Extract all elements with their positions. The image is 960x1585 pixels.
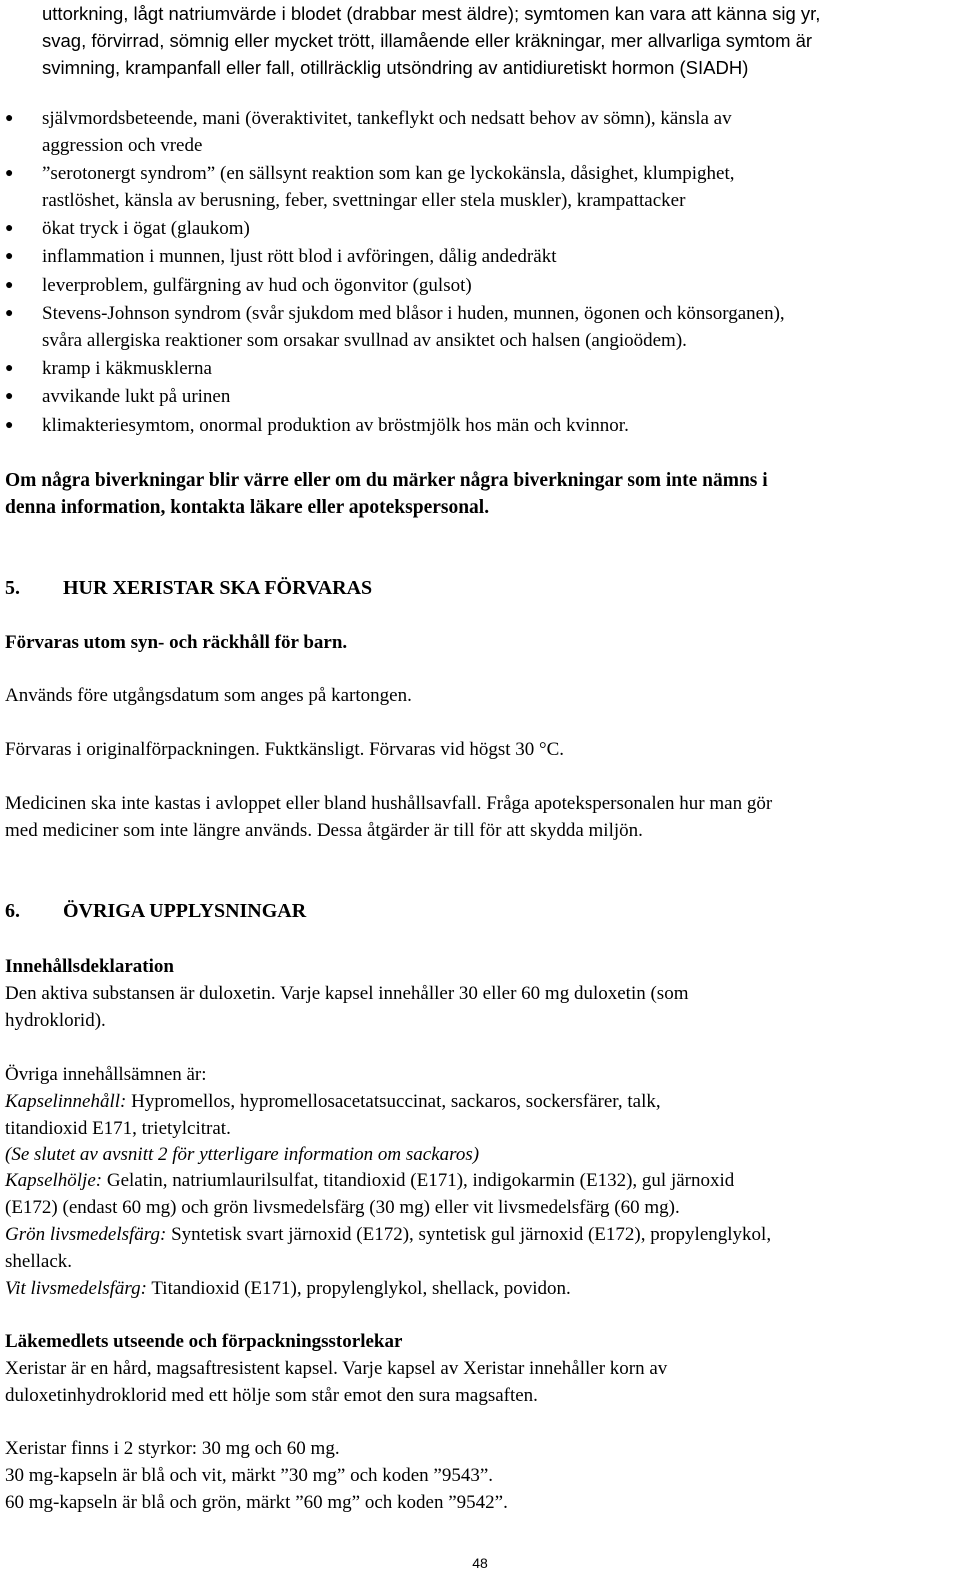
page-number: 48 (472, 1555, 488, 1571)
bullet-icon: ● (5, 306, 14, 321)
paragraph: Den aktiva substansen är duloxetin. Varje kapsel innehåller 30 eller 60 mg duloxetin (som (5, 983, 689, 1004)
paragraph: Används före utgångsdatum som anges på kartongen. (5, 685, 412, 706)
paragraph: Övriga innehållsämnen är: (5, 1064, 207, 1085)
ingredient-text: Hypromellos, hypromellosacetatsuccinat, sackaros, sockersfärer, talk, (126, 1091, 661, 1112)
ingredient-line (5, 1167, 734, 1194)
list-item-text: leverproblem, gulfärgning av hud och ögonvitor (gulsot) (42, 275, 472, 296)
paragraph: hydroklorid). (5, 1010, 106, 1031)
bullet-icon: ● (5, 111, 14, 126)
list-item-text: självmordsbeteende, mani (överaktivitet, tankeflykt och nedsatt behov av sömn), känsla av (42, 108, 732, 129)
bullet-icon: ● (5, 361, 14, 376)
bullet-icon: ● (5, 389, 14, 404)
ingredient-text: Titandioxid (E171), propylenglykol, shellack, povidon. (146, 1278, 571, 1299)
bullet-icon: ● (5, 221, 14, 236)
bullet-icon: ● (5, 418, 14, 433)
ingredient-line (5, 1275, 571, 1302)
ingredient-line (5, 1221, 771, 1248)
ingredient-text: Gelatin, natriumlaurilsulfat, titandioxid (E171), indigokarmin (E132), gul järnoxid (102, 1170, 735, 1191)
ingredient-text: Syntetisk svart järnoxid (E172), syntetisk gul järnoxid (E172), propylenglykol, (166, 1224, 772, 1245)
list-item-text: rastlöshet, känsla av berusning, feber, svettningar eller stela muskler), krampattacker (42, 190, 686, 211)
list-item-text: ökat tryck i ögat (glaukom) (42, 218, 250, 239)
continuation-line: svimning, krampanfall eller fall, otillräcklig utsöndring av antidiuretiskt hormon (SIADH) (42, 57, 749, 78)
paragraph: duloxetinhydroklorid med ett hölje som står emot den sura magsaften. (5, 1385, 538, 1406)
paragraph: 60 mg-kapseln är blå och grön, märkt ”60 mg” och koden ”9542”. (5, 1492, 508, 1513)
section-title: ÖVRIGA UPPLYSNINGAR (63, 900, 307, 922)
ingredient-label: Kapselhölje: (5, 1170, 103, 1191)
section-number: 6. (5, 900, 20, 922)
paragraph: Förvaras i originalförpackningen. Fuktkänsligt. Förvaras vid högst 30 °C. (5, 739, 565, 760)
subheading: Läkemedlets utseende och förpackningsstorlekar (5, 1331, 403, 1352)
list-item-text: ”serotonergt syndrom” (en sällsynt reaktion som kan ge lyckokänsla, dåsighet, klumpighet, (42, 163, 735, 184)
list-item-text: Stevens-Johnson syndrom (svår sjukdom med blåsor i huden, munnen, ögonen och könsorganen), (42, 303, 785, 324)
list-item-text: avvikande lukt på urinen (42, 386, 231, 407)
list-item-text: inflammation i munnen, ljust rött blod i avföringen, dålig andedräkt (42, 246, 557, 267)
paragraph: Xeristar finns i 2 styrkor: 30 mg och 60 mg. (5, 1438, 340, 1459)
storage-warning: Förvaras utom syn- och räckhåll för barn. (5, 632, 348, 653)
bullet-icon: ● (5, 249, 14, 264)
warning-text: Om några biverkningar blir värre eller om du märker några biverkningar som inte nämns i (5, 470, 768, 491)
section-number: 5. (5, 577, 20, 599)
continuation-line: svag, förvirrad, sömnig eller mycket trött, illamående eller kräkningar, mer allvarliga symtom är (42, 30, 813, 51)
subheading: Innehållsdeklaration (5, 956, 174, 977)
bullet-icon: ● (5, 166, 14, 181)
paragraph: med mediciner som inte längre används. Dessa åtgärder är till för att skydda miljön. (5, 820, 643, 841)
ingredient-line: shellack. (5, 1251, 73, 1272)
list-item-text: kramp i käkmusklerna (42, 358, 212, 379)
list-item-text: klimakteriesymtom, onormal produktion av bröstmjölk hos män och kvinnor. (42, 415, 629, 436)
list-item-text: svåra allergiska reaktioner som orsakar svullnad av ansiktet och halsen (angioödem). (42, 330, 687, 351)
continuation-line: uttorkning, lågt natriumvärde i blodet (drabbar mest äldre); symtomen kan vara att känna sig yr, (42, 3, 821, 24)
note-line: (Se slutet av avsnitt 2 för ytterligare information om sackaros) (5, 1144, 480, 1165)
paragraph: 30 mg-kapseln är blå och vit, märkt ”30 mg” och koden ”9543”. (5, 1465, 494, 1486)
ingredient-line: titandioxid E171, trietylcitrat. (5, 1118, 231, 1139)
ingredient-label: Grön livsmedelsfärg: (5, 1224, 167, 1245)
paragraph: Xeristar är en hård, magsaftresistent kapsel. Varje kapsel av Xeristar innehåller korn av (5, 1358, 668, 1379)
ingredient-line: (E172) (endast 60 mg) och grön livsmedelsfärg (30 mg) eller vit livsmedelsfärg (60 mg). (5, 1197, 680, 1218)
bullet-icon: ● (5, 278, 14, 293)
ingredient-label: Vit livsmedelsfärg: (5, 1278, 147, 1299)
warning-text: denna information, kontakta läkare eller apotekspersonal. (5, 497, 490, 518)
list-item-text: aggression och vrede (42, 135, 203, 156)
section-title: HUR XERISTAR SKA FÖRVARAS (63, 577, 373, 599)
ingredient-line (5, 1088, 661, 1115)
ingredient-label: Kapselinnehåll: (5, 1091, 127, 1112)
paragraph: Medicinen ska inte kastas i avloppet eller bland hushållsavfall. Fråga apotekspersonalen hur man gör (5, 793, 773, 814)
